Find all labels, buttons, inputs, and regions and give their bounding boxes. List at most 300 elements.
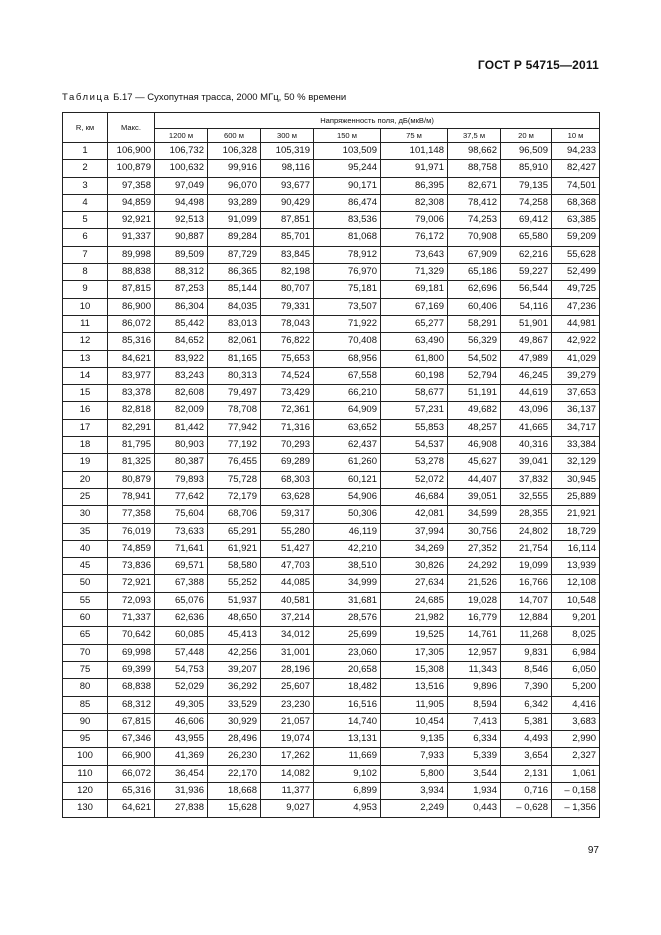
distance-cell: 40 xyxy=(63,540,108,557)
field-value-cell: 9,027 xyxy=(261,800,314,817)
field-value-cell: 12,108 xyxy=(552,575,600,592)
distance-cell: 110 xyxy=(63,765,108,782)
field-value-cell: 82,308 xyxy=(381,194,448,211)
header-height: 37,5 м xyxy=(448,129,501,143)
field-value-cell: 75,728 xyxy=(208,471,261,488)
table-row xyxy=(63,385,600,402)
distance-cell: 15 xyxy=(63,385,108,402)
table-row xyxy=(63,315,600,332)
field-value-cell: 36,292 xyxy=(208,679,261,696)
field-value-cell: 8,546 xyxy=(501,661,552,678)
field-value-cell: 54,537 xyxy=(381,437,448,454)
field-value-cell: 40,581 xyxy=(261,592,314,609)
field-value-cell: 4,953 xyxy=(314,800,381,817)
header-height: 1200 м xyxy=(155,129,208,143)
field-value-cell: 46,245 xyxy=(501,367,552,384)
max-value-cell: 67,346 xyxy=(108,731,155,748)
field-value-cell: 49,725 xyxy=(552,281,600,298)
field-value-cell: 46,908 xyxy=(448,437,501,454)
field-value-cell: 73,633 xyxy=(155,523,208,540)
field-value-cell: 44,619 xyxy=(501,385,552,402)
max-value-cell: 83,977 xyxy=(108,367,155,384)
field-value-cell: 17,262 xyxy=(261,748,314,765)
field-value-cell: 6,334 xyxy=(448,731,501,748)
table-row xyxy=(63,679,600,696)
field-value-cell: 91,971 xyxy=(381,160,448,177)
max-value-cell: 67,815 xyxy=(108,713,155,730)
table-row xyxy=(63,419,600,436)
max-value-cell: 72,921 xyxy=(108,575,155,592)
field-value-cell: 63,628 xyxy=(261,488,314,505)
field-value-cell: 42,256 xyxy=(208,644,261,661)
field-value-cell: 45,413 xyxy=(208,627,261,644)
max-value-cell: 77,358 xyxy=(108,506,155,523)
field-value-cell: 42,210 xyxy=(314,540,381,557)
field-value-cell: 9,135 xyxy=(381,731,448,748)
table-header xyxy=(63,113,600,143)
field-value-cell: 94,498 xyxy=(155,194,208,211)
field-value-cell: 78,708 xyxy=(208,402,261,419)
field-value-cell: 46,119 xyxy=(314,523,381,540)
field-value-cell: 19,028 xyxy=(448,592,501,609)
field-value-cell: 55,280 xyxy=(261,523,314,540)
field-value-cell: 99,916 xyxy=(208,160,261,177)
field-value-cell: 42,922 xyxy=(552,333,600,350)
max-value-cell: 78,941 xyxy=(108,488,155,505)
field-value-cell: 70,293 xyxy=(261,437,314,454)
field-value-cell: 14,082 xyxy=(261,765,314,782)
distance-cell: 7 xyxy=(63,246,108,263)
field-value-cell: 4,416 xyxy=(552,696,600,713)
field-value-cell: – 1,356 xyxy=(552,800,600,817)
field-value-cell: 15,628 xyxy=(208,800,261,817)
field-value-cell: 7,390 xyxy=(501,679,552,696)
field-value-cell: 56,544 xyxy=(501,281,552,298)
field-value-cell: 7,933 xyxy=(381,748,448,765)
field-value-cell: 62,696 xyxy=(448,281,501,298)
field-value-cell: 103,509 xyxy=(314,143,381,160)
field-value-cell: 55,853 xyxy=(381,419,448,436)
field-value-cell: 106,732 xyxy=(155,143,208,160)
field-value-cell: 48,650 xyxy=(208,610,261,627)
table-row xyxy=(63,281,600,298)
table-row xyxy=(63,540,600,557)
table-row xyxy=(63,471,600,488)
field-value-cell: 79,331 xyxy=(261,298,314,315)
field-value-cell: 37,832 xyxy=(501,471,552,488)
max-value-cell: 84,621 xyxy=(108,350,155,367)
table-row xyxy=(63,437,600,454)
field-value-cell: 11,343 xyxy=(448,661,501,678)
field-value-cell: 60,121 xyxy=(314,471,381,488)
field-value-cell: 26,230 xyxy=(208,748,261,765)
field-value-cell: 88,758 xyxy=(448,160,501,177)
field-value-cell: 61,800 xyxy=(381,350,448,367)
max-value-cell: 85,316 xyxy=(108,333,155,350)
field-value-cell: 81,068 xyxy=(314,229,381,246)
field-value-cell: 46,606 xyxy=(155,713,208,730)
distance-cell: 4 xyxy=(63,194,108,211)
distance-cell: 14 xyxy=(63,367,108,384)
field-value-cell: 96,509 xyxy=(501,143,552,160)
field-value-cell: 56,329 xyxy=(448,333,501,350)
field-value-cell: 83,536 xyxy=(314,212,381,229)
field-value-cell: 54,753 xyxy=(155,661,208,678)
field-value-cell: 76,172 xyxy=(381,229,448,246)
header-height: 20 м xyxy=(501,129,552,143)
field-value-cell: 9,831 xyxy=(501,644,552,661)
field-value-cell: 48,257 xyxy=(448,419,501,436)
table-row xyxy=(63,350,600,367)
field-value-cell: 51,191 xyxy=(448,385,501,402)
field-value-cell: 52,072 xyxy=(381,471,448,488)
table-row xyxy=(63,264,600,281)
field-value-cell: 98,116 xyxy=(261,160,314,177)
max-value-cell: 82,291 xyxy=(108,419,155,436)
field-value-cell: 86,365 xyxy=(208,264,261,281)
distance-cell: 20 xyxy=(63,471,108,488)
max-value-cell: 69,399 xyxy=(108,661,155,678)
table-row xyxy=(63,212,600,229)
distance-cell: 6 xyxy=(63,229,108,246)
field-value-cell: 75,181 xyxy=(314,281,381,298)
field-value-cell: 54,116 xyxy=(501,298,552,315)
distance-cell: 16 xyxy=(63,402,108,419)
max-value-cell: 81,325 xyxy=(108,454,155,471)
field-value-cell: 21,982 xyxy=(381,610,448,627)
page-number: 97 xyxy=(587,845,599,856)
field-value-cell: 66,210 xyxy=(314,385,381,402)
field-value-cell: 8,025 xyxy=(552,627,600,644)
field-value-cell: 2,327 xyxy=(552,748,600,765)
field-value-cell: 14,761 xyxy=(448,627,501,644)
field-value-cell: 12,884 xyxy=(501,610,552,627)
header-height: 10 м xyxy=(552,129,600,143)
table-row xyxy=(63,454,600,471)
table-caption xyxy=(62,92,346,103)
field-value-cell: 13,131 xyxy=(314,731,381,748)
field-value-cell: 50,306 xyxy=(314,506,381,523)
field-value-cell: 61,921 xyxy=(208,540,261,557)
field-value-cell: 58,677 xyxy=(381,385,448,402)
field-value-cell: 65,291 xyxy=(208,523,261,540)
field-value-cell: 86,304 xyxy=(155,298,208,315)
field-value-cell: 53,278 xyxy=(381,454,448,471)
field-value-cell: 77,192 xyxy=(208,437,261,454)
field-value-cell: 41,029 xyxy=(552,350,600,367)
standard-number: ГОСТ Р 54715—2011 xyxy=(477,58,599,72)
field-value-cell: 3,654 xyxy=(501,748,552,765)
field-value-cell: 82,671 xyxy=(448,177,501,194)
field-value-cell: 86,395 xyxy=(381,177,448,194)
field-value-cell: 37,653 xyxy=(552,385,600,402)
field-value-cell: 54,502 xyxy=(448,350,501,367)
field-value-cell: 18,668 xyxy=(208,782,261,799)
field-value-cell: 41,369 xyxy=(155,748,208,765)
field-value-cell: 7,413 xyxy=(448,713,501,730)
field-value-cell: 73,643 xyxy=(381,246,448,263)
field-value-cell: 73,507 xyxy=(314,298,381,315)
max-value-cell: 86,900 xyxy=(108,298,155,315)
field-value-cell: 5,339 xyxy=(448,748,501,765)
field-value-cell: 42,081 xyxy=(381,506,448,523)
field-value-cell: 17,305 xyxy=(381,644,448,661)
header-distance: R, км xyxy=(63,113,108,143)
field-value-cell: 65,186 xyxy=(448,264,501,281)
field-value-cell: 67,558 xyxy=(314,367,381,384)
table-row xyxy=(63,575,600,592)
header-height: 600 м xyxy=(208,129,261,143)
table-row xyxy=(63,246,600,263)
field-value-cell: 31,936 xyxy=(155,782,208,799)
field-value-cell: 43,096 xyxy=(501,402,552,419)
table-row xyxy=(63,610,600,627)
max-value-cell: 83,378 xyxy=(108,385,155,402)
field-value-cell: 79,135 xyxy=(501,177,552,194)
max-value-cell: 69,998 xyxy=(108,644,155,661)
field-value-cell: 51,427 xyxy=(261,540,314,557)
field-value-cell: 83,922 xyxy=(155,350,208,367)
field-value-cell: 52,029 xyxy=(155,679,208,696)
field-value-cell: 10,548 xyxy=(552,592,600,609)
field-value-cell: 97,049 xyxy=(155,177,208,194)
field-value-cell: 5,800 xyxy=(381,765,448,782)
field-value-cell: 39,041 xyxy=(501,454,552,471)
field-value-cell: 94,233 xyxy=(552,143,600,160)
field-value-cell: 6,899 xyxy=(314,782,381,799)
max-value-cell: 80,879 xyxy=(108,471,155,488)
field-value-cell: 74,524 xyxy=(261,367,314,384)
field-value-cell: 36,454 xyxy=(155,765,208,782)
field-value-cell: 14,740 xyxy=(314,713,381,730)
field-value-cell: 70,408 xyxy=(314,333,381,350)
distance-cell: 60 xyxy=(63,610,108,627)
field-value-cell: 62,636 xyxy=(155,610,208,627)
field-value-cell: 18,482 xyxy=(314,679,381,696)
field-value-cell: 77,942 xyxy=(208,419,261,436)
distance-cell: 50 xyxy=(63,575,108,592)
field-value-cell: 5,200 xyxy=(552,679,600,696)
field-value-cell: 51,901 xyxy=(501,315,552,332)
field-value-cell: 75,653 xyxy=(261,350,314,367)
field-value-cell: 64,909 xyxy=(314,402,381,419)
max-value-cell: 74,859 xyxy=(108,540,155,557)
field-value-cell: 19,074 xyxy=(261,731,314,748)
field-value-cell: 80,313 xyxy=(208,367,261,384)
field-value-cell: 47,236 xyxy=(552,298,600,315)
field-value-cell: 71,316 xyxy=(261,419,314,436)
field-value-cell: 65,580 xyxy=(501,229,552,246)
header-field-strength: Напряженность поля, дБ(мкВ/м) xyxy=(155,113,600,129)
distance-cell: 75 xyxy=(63,661,108,678)
field-value-cell: 30,826 xyxy=(381,558,448,575)
field-value-cell: 75,604 xyxy=(155,506,208,523)
field-value-cell: 20,658 xyxy=(314,661,381,678)
field-value-cell: 83,013 xyxy=(208,315,261,332)
field-value-cell: 60,406 xyxy=(448,298,501,315)
distance-cell: 120 xyxy=(63,782,108,799)
field-value-cell: 71,922 xyxy=(314,315,381,332)
field-value-cell: 80,387 xyxy=(155,454,208,471)
field-value-cell: 34,717 xyxy=(552,419,600,436)
distance-cell: 19 xyxy=(63,454,108,471)
max-value-cell: 72,093 xyxy=(108,592,155,609)
field-value-cell: 9,102 xyxy=(314,765,381,782)
field-value-cell: 0,443 xyxy=(448,800,501,817)
field-value-cell: 81,165 xyxy=(208,350,261,367)
field-value-cell: 14,707 xyxy=(501,592,552,609)
table-row xyxy=(63,523,600,540)
field-value-cell: 15,308 xyxy=(381,661,448,678)
field-value-cell: 25,699 xyxy=(314,627,381,644)
field-value-cell: 23,060 xyxy=(314,644,381,661)
field-value-cell: 2,990 xyxy=(552,731,600,748)
field-value-cell: 37,994 xyxy=(381,523,448,540)
field-value-cell: 23,230 xyxy=(261,696,314,713)
distance-cell: 130 xyxy=(63,800,108,817)
field-value-cell: 82,608 xyxy=(155,385,208,402)
field-value-cell: 63,385 xyxy=(552,212,600,229)
field-value-cell: 80,903 xyxy=(155,437,208,454)
field-value-cell: 27,352 xyxy=(448,540,501,557)
field-value-cell: 11,268 xyxy=(501,627,552,644)
max-value-cell: 76,019 xyxy=(108,523,155,540)
field-value-cell: 4,493 xyxy=(501,731,552,748)
max-value-cell: 88,838 xyxy=(108,264,155,281)
field-value-cell: – 0,628 xyxy=(501,800,552,817)
distance-cell: 5 xyxy=(63,212,108,229)
table-row xyxy=(63,229,600,246)
field-value-cell: 25,889 xyxy=(552,488,600,505)
max-value-cell: 97,358 xyxy=(108,177,155,194)
table-row xyxy=(63,731,600,748)
field-value-cell: 83,243 xyxy=(155,367,208,384)
distance-cell: 55 xyxy=(63,592,108,609)
field-value-cell: 73,429 xyxy=(261,385,314,402)
max-value-cell: 86,072 xyxy=(108,315,155,332)
max-value-cell: 66,900 xyxy=(108,748,155,765)
field-value-cell: 90,171 xyxy=(314,177,381,194)
field-value-cell: – 0,158 xyxy=(552,782,600,799)
distance-cell: 85 xyxy=(63,696,108,713)
field-value-cell: 9,896 xyxy=(448,679,501,696)
field-value-cell: 52,794 xyxy=(448,367,501,384)
distance-cell: 30 xyxy=(63,506,108,523)
field-value-cell: 44,085 xyxy=(261,575,314,592)
field-value-cell: 18,729 xyxy=(552,523,600,540)
field-value-cell: 43,955 xyxy=(155,731,208,748)
field-value-cell: 89,284 xyxy=(208,229,261,246)
field-value-cell: 55,252 xyxy=(208,575,261,592)
distance-cell: 11 xyxy=(63,315,108,332)
field-value-cell: 16,779 xyxy=(448,610,501,627)
field-value-cell: 68,706 xyxy=(208,506,261,523)
field-value-cell: 82,427 xyxy=(552,160,600,177)
field-value-cell: 21,754 xyxy=(501,540,552,557)
field-value-cell: 49,682 xyxy=(448,402,501,419)
max-value-cell: 87,815 xyxy=(108,281,155,298)
field-value-cell: 87,729 xyxy=(208,246,261,263)
field-value-cell: 0,716 xyxy=(501,782,552,799)
field-value-cell: 74,253 xyxy=(448,212,501,229)
field-value-cell: 22,170 xyxy=(208,765,261,782)
table-row xyxy=(63,800,600,817)
max-value-cell: 91,337 xyxy=(108,229,155,246)
field-value-cell: 74,501 xyxy=(552,177,600,194)
field-value-cell: 59,227 xyxy=(501,264,552,281)
table-row xyxy=(63,402,600,419)
max-value-cell: 68,312 xyxy=(108,696,155,713)
table-row xyxy=(63,177,600,194)
header-height: 150 м xyxy=(314,129,381,143)
distance-cell: 100 xyxy=(63,748,108,765)
field-value-cell: 52,499 xyxy=(552,264,600,281)
max-value-cell: 65,316 xyxy=(108,782,155,799)
table-row xyxy=(63,506,600,523)
field-value-cell: 24,802 xyxy=(501,523,552,540)
field-value-cell: 9,201 xyxy=(552,610,600,627)
field-value-cell: 67,388 xyxy=(155,575,208,592)
field-value-cell: 87,851 xyxy=(261,212,314,229)
field-value-cell: 3,934 xyxy=(381,782,448,799)
field-value-cell: 44,981 xyxy=(552,315,600,332)
field-value-cell: 59,317 xyxy=(261,506,314,523)
field-value-cell: 44,407 xyxy=(448,471,501,488)
max-value-cell: 92,921 xyxy=(108,212,155,229)
field-value-cell: 83,845 xyxy=(261,246,314,263)
field-value-cell: 82,009 xyxy=(155,402,208,419)
field-value-cell: 49,305 xyxy=(155,696,208,713)
field-value-cell: 88,312 xyxy=(155,264,208,281)
field-value-cell: 37,214 xyxy=(261,610,314,627)
field-value-cell: 78,412 xyxy=(448,194,501,211)
field-value-cell: 1,934 xyxy=(448,782,501,799)
field-value-cell: 31,001 xyxy=(261,644,314,661)
distance-cell: 2 xyxy=(63,160,108,177)
field-value-cell: 72,179 xyxy=(208,488,261,505)
field-value-cell: 79,497 xyxy=(208,385,261,402)
table-row xyxy=(63,782,600,799)
distance-cell: 70 xyxy=(63,644,108,661)
distance-cell: 18 xyxy=(63,437,108,454)
field-value-cell: 16,516 xyxy=(314,696,381,713)
max-value-cell: 81,795 xyxy=(108,437,155,454)
field-value-cell: 76,822 xyxy=(261,333,314,350)
field-value-cell: 47,703 xyxy=(261,558,314,575)
table-row xyxy=(63,143,600,160)
field-value-cell: 6,984 xyxy=(552,644,600,661)
field-value-cell: 79,006 xyxy=(381,212,448,229)
field-value-cell: 76,970 xyxy=(314,264,381,281)
max-value-cell: 68,838 xyxy=(108,679,155,696)
table-row xyxy=(63,627,600,644)
field-value-cell: 19,525 xyxy=(381,627,448,644)
field-value-cell: 60,085 xyxy=(155,627,208,644)
field-value-cell: 11,905 xyxy=(381,696,448,713)
field-value-cell: 49,867 xyxy=(501,333,552,350)
field-value-cell: 28,576 xyxy=(314,610,381,627)
field-value-cell: 69,412 xyxy=(501,212,552,229)
table-row xyxy=(63,696,600,713)
field-value-cell: 57,448 xyxy=(155,644,208,661)
field-value-cell: 71,641 xyxy=(155,540,208,557)
field-value-cell: 51,937 xyxy=(208,592,261,609)
field-value-cell: 82,198 xyxy=(261,264,314,281)
table-row xyxy=(63,194,600,211)
field-value-cell: 79,893 xyxy=(155,471,208,488)
field-value-cell: 28,496 xyxy=(208,731,261,748)
max-value-cell: 64,621 xyxy=(108,800,155,817)
